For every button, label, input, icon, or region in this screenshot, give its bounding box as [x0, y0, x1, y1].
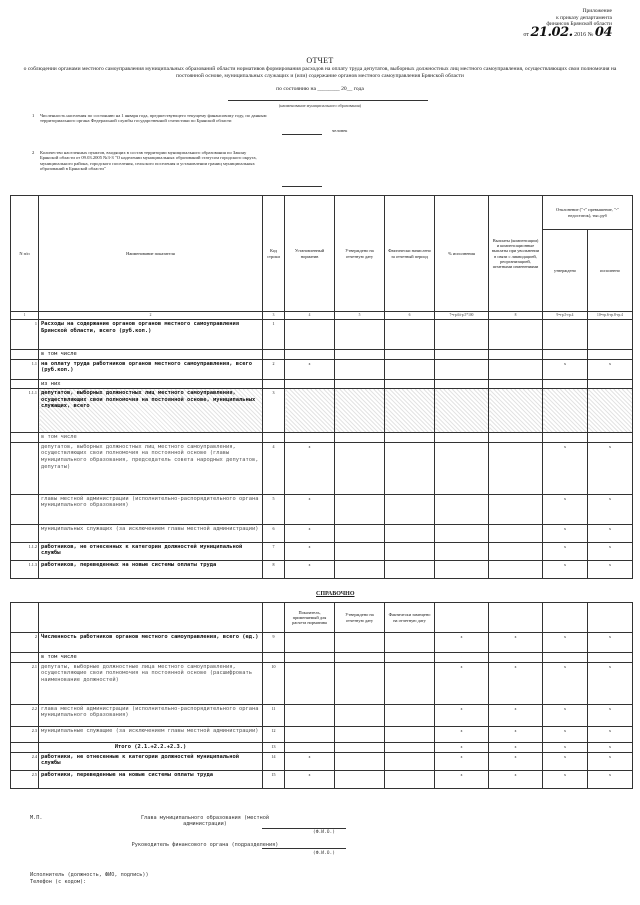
- staff-row: [11, 662, 633, 704]
- head-fio-caption: (Ф.И.О.): [312, 830, 336, 835]
- population-info: [32, 113, 270, 124]
- expenditure-row: [11, 320, 633, 350]
- colnum: 4: [285, 312, 335, 320]
- finance-signature-label: Руководитель финансового органа (подразделения): [131, 842, 279, 848]
- row-code: [263, 653, 285, 663]
- value-cell[interactable]: х: [543, 494, 588, 524]
- staff-row: [11, 726, 633, 742]
- t2-header-empty: [588, 603, 633, 633]
- header-name: Наименование показателя: [39, 196, 263, 312]
- expenditure-row: [11, 494, 633, 524]
- row-name: в том числе: [39, 433, 263, 443]
- value-cell[interactable]: [435, 560, 489, 578]
- value-cell[interactable]: [489, 442, 543, 494]
- row-number: 2.4: [11, 752, 39, 770]
- value-cell[interactable]: [489, 389, 543, 433]
- value-cell[interactable]: х: [543, 442, 588, 494]
- settlements-info: [32, 150, 265, 172]
- value-cell[interactable]: [489, 320, 543, 350]
- header-num: N п/п: [11, 196, 39, 312]
- expenditure-row: [11, 560, 633, 578]
- executor-label: Исполнитель (должность, ФИО, подпись)): [30, 872, 149, 878]
- annex-line-3: финансов Брянской области: [546, 21, 612, 28]
- value-cell[interactable]: х: [588, 494, 633, 524]
- value-cell[interactable]: [385, 742, 435, 752]
- staff-row: [11, 770, 633, 788]
- settlements-info-number: 2: [32, 150, 35, 155]
- value-cell[interactable]: [489, 433, 543, 443]
- value-cell[interactable]: х: [285, 560, 335, 578]
- value-cell[interactable]: х: [435, 662, 489, 704]
- value-cell[interactable]: [335, 442, 385, 494]
- value-cell[interactable]: [335, 494, 385, 524]
- row-code: 7: [263, 542, 285, 560]
- annex-date-handwritten: 21.02.: [530, 24, 573, 40]
- settlements-value-line[interactable]: [282, 186, 322, 187]
- row-number: 2.2: [11, 704, 39, 726]
- row-number: [11, 653, 39, 663]
- value-cell[interactable]: х: [543, 770, 588, 788]
- row-code: 1: [263, 320, 285, 350]
- settlements-info-text: Количество населенных пунктов, входящих в состав территории муниципального образования по Закону Брянской области от 09.03.2005 №3-З "О наделении муниципальных образований статусом городского округа, муниципального района, городского поселения, сельского поселения и установлении границ муниципальных образований в Брянской области": [40, 150, 257, 172]
- row-name: работники, не отнесенные к категории должностей муниципальной службы: [39, 752, 263, 770]
- value-cell[interactable]: [543, 389, 588, 433]
- t2-header-empty: [543, 603, 588, 633]
- staff-row: [11, 742, 633, 752]
- value-cell[interactable]: х: [543, 542, 588, 560]
- value-cell[interactable]: х: [588, 752, 633, 770]
- header-norm: Установленный норматив: [285, 196, 335, 312]
- value-cell[interactable]: [489, 560, 543, 578]
- value-cell[interactable]: [385, 389, 435, 433]
- value-cell[interactable]: х: [285, 524, 335, 542]
- value-cell[interactable]: х: [588, 442, 633, 494]
- value-cell[interactable]: [588, 389, 633, 433]
- value-cell[interactable]: х: [435, 752, 489, 770]
- value-cell[interactable]: [435, 494, 489, 524]
- row-code: 12: [263, 726, 285, 742]
- value-cell[interactable]: [335, 320, 385, 350]
- value-cell[interactable]: [285, 433, 335, 443]
- value-cell[interactable]: [335, 662, 385, 704]
- value-cell[interactable]: х: [285, 494, 335, 524]
- row-number: 2: [11, 633, 39, 653]
- row-code: 10: [263, 662, 285, 704]
- row-code: 13: [263, 742, 285, 752]
- row-number: [11, 379, 39, 389]
- value-cell[interactable]: [489, 524, 543, 542]
- report-period: по состоянию на ________ 20__ года: [276, 86, 364, 92]
- value-cell[interactable]: [335, 433, 385, 443]
- row-number: 2.3: [11, 726, 39, 742]
- value-cell[interactable]: х: [543, 359, 588, 379]
- row-number: 1.1.1: [11, 389, 39, 433]
- value-cell[interactable]: х: [588, 662, 633, 704]
- expenditure-table-body: [11, 320, 633, 579]
- value-cell[interactable]: [435, 350, 489, 360]
- value-cell[interactable]: [335, 350, 385, 360]
- value-cell[interactable]: [285, 350, 335, 360]
- row-name: Расходы на содержание органов органов местного самоуправления Брянской области, всего (руб.коп.): [39, 320, 263, 350]
- value-cell[interactable]: [285, 320, 335, 350]
- annex-date-prefix: от: [523, 31, 529, 38]
- value-cell[interactable]: [489, 494, 543, 524]
- value-cell[interactable]: х: [588, 704, 633, 726]
- reference-heading: СПРАВОЧНО: [316, 591, 355, 597]
- row-code: 5: [263, 494, 285, 524]
- value-cell[interactable]: х: [285, 770, 335, 788]
- row-code: 3: [263, 389, 285, 433]
- value-cell[interactable]: [385, 770, 435, 788]
- value-cell[interactable]: [335, 726, 385, 742]
- value-cell[interactable]: х: [435, 704, 489, 726]
- value-cell[interactable]: [385, 633, 435, 653]
- row-code: [263, 379, 285, 389]
- row-number: 1.1: [11, 359, 39, 379]
- row-code: 11: [263, 704, 285, 726]
- value-cell[interactable]: х: [543, 704, 588, 726]
- staff-row: [11, 752, 633, 770]
- value-cell[interactable]: [335, 542, 385, 560]
- row-code: [263, 350, 285, 360]
- value-cell[interactable]: х: [588, 359, 633, 379]
- value-cell[interactable]: х: [489, 770, 543, 788]
- population-info-text: Численность населения по состоянию на 1 января года, предшествующего текущему финансовому году, по данным территориального органа Федеральной службы государственной статистики по Брянской области: [40, 113, 267, 124]
- value-cell[interactable]: х: [489, 726, 543, 742]
- value-cell[interactable]: [285, 662, 335, 704]
- report-title: ОТЧЕТ: [306, 56, 334, 65]
- value-cell[interactable]: х: [435, 726, 489, 742]
- value-cell[interactable]: х: [435, 633, 489, 653]
- seal-placeholder: М.П.: [30, 815, 43, 821]
- value-cell[interactable]: х: [543, 633, 588, 653]
- value-cell[interactable]: х: [588, 742, 633, 752]
- value-cell[interactable]: [335, 389, 385, 433]
- value-cell[interactable]: [285, 389, 335, 433]
- header-approved: Утверждено на отчетную дату: [335, 196, 385, 312]
- value-cell[interactable]: [588, 350, 633, 360]
- row-name: Численность работников органов местного самоуправления, всего (ед.): [39, 633, 263, 653]
- value-cell[interactable]: [285, 726, 335, 742]
- t2-header-num: [11, 603, 39, 633]
- value-cell[interactable]: [435, 542, 489, 560]
- municipality-caption: (наименование муниципального образования): [278, 103, 362, 108]
- value-cell[interactable]: [588, 653, 633, 663]
- staff-row: [11, 633, 633, 653]
- value-cell[interactable]: [435, 524, 489, 542]
- value-cell[interactable]: [385, 433, 435, 443]
- row-code: [263, 433, 285, 443]
- row-name: в том числе: [39, 653, 263, 663]
- colnum: 7=гр.6/гр.5*100: [435, 312, 489, 320]
- value-cell[interactable]: [543, 653, 588, 663]
- value-cell[interactable]: [588, 379, 633, 389]
- expenditure-row: [11, 442, 633, 494]
- row-name: депутатов, выборных должностных лиц местного самоуправления, осуществляющих свои полномочия на постоянной основе (главы муниципального образования, председатель совета народных депутатов, депутаты): [39, 442, 263, 494]
- value-cell[interactable]: х: [285, 752, 335, 770]
- value-cell[interactable]: [435, 389, 489, 433]
- value-cell[interactable]: [588, 433, 633, 443]
- header-code: Код строки: [263, 196, 285, 312]
- value-cell[interactable]: х: [588, 726, 633, 742]
- row-name: муниципальные служащие (за исключением главы местной администрации): [39, 726, 263, 742]
- row-number: [11, 442, 39, 494]
- row-code: 9: [263, 633, 285, 653]
- row-code: 15: [263, 770, 285, 788]
- colnum: 3: [263, 312, 285, 320]
- colnum: 6: [385, 312, 435, 320]
- row-number: [11, 524, 39, 542]
- row-number: [11, 742, 39, 752]
- value-cell[interactable]: [435, 442, 489, 494]
- header-deviation: Отклонение ("+" превышение, "-" недостаток), тыс.руб: [543, 196, 633, 230]
- head-signature-label: Глава муниципального образования (местной администрации): [140, 815, 270, 828]
- finance-signature-line[interactable]: [262, 848, 346, 849]
- row-name: глава местной администрации (исполнительно-распорядительного органа муниципального образования): [39, 704, 263, 726]
- value-cell[interactable]: х: [543, 662, 588, 704]
- value-cell[interactable]: [435, 359, 489, 379]
- value-cell[interactable]: х: [543, 726, 588, 742]
- expenditure-row: [11, 379, 633, 389]
- value-cell[interactable]: [435, 433, 489, 443]
- header-actual: Фактически начислено за отчетный период: [385, 196, 435, 312]
- value-cell[interactable]: [543, 320, 588, 350]
- colnum: 9=гр.5-гр.4: [543, 312, 588, 320]
- value-cell[interactable]: [385, 442, 435, 494]
- t2-header-empty: [489, 603, 543, 633]
- value-cell[interactable]: х: [588, 633, 633, 653]
- t2-header-code: [263, 603, 285, 633]
- column-numbers-row: [11, 312, 633, 320]
- value-cell[interactable]: [385, 379, 435, 389]
- header-dev-approved: утверждено: [543, 230, 588, 312]
- value-cell[interactable]: [435, 653, 489, 663]
- value-cell[interactable]: х: [543, 524, 588, 542]
- expenditure-table: [10, 195, 633, 579]
- value-cell[interactable]: [385, 560, 435, 578]
- value-cell[interactable]: [335, 742, 385, 752]
- expenditure-row: [11, 524, 633, 542]
- population-value-line[interactable]: [282, 134, 322, 135]
- value-cell[interactable]: х: [285, 442, 335, 494]
- expenditure-row: [11, 433, 633, 443]
- value-cell[interactable]: х: [489, 742, 543, 752]
- value-cell[interactable]: [385, 494, 435, 524]
- t2-header-name: [39, 603, 263, 633]
- expenditure-row: [11, 542, 633, 560]
- value-cell[interactable]: х: [588, 770, 633, 788]
- value-cell[interactable]: [385, 359, 435, 379]
- row-name: работники, переведенные на новые системы оплаты труда: [39, 770, 263, 788]
- municipality-name-line[interactable]: [228, 100, 428, 101]
- value-cell[interactable]: х: [435, 770, 489, 788]
- annex-line-1: Приложение: [582, 8, 612, 14]
- value-cell[interactable]: [335, 359, 385, 379]
- row-name: работников, не отнесенных к категории должностей муниципальной службы: [39, 542, 263, 560]
- value-cell[interactable]: [489, 350, 543, 360]
- value-cell[interactable]: [385, 653, 435, 663]
- value-cell[interactable]: [335, 560, 385, 578]
- colnum: 1: [11, 312, 39, 320]
- value-cell[interactable]: [489, 359, 543, 379]
- value-cell[interactable]: [335, 633, 385, 653]
- value-cell[interactable]: [335, 379, 385, 389]
- colnum: 2: [39, 312, 263, 320]
- row-number: 2.1: [11, 662, 39, 704]
- population-unit: человек: [332, 128, 348, 133]
- annex-block: [462, 8, 612, 38]
- value-cell[interactable]: [435, 379, 489, 389]
- row-number: [11, 350, 39, 360]
- row-number: 1.1.3: [11, 560, 39, 578]
- value-cell[interactable]: [543, 433, 588, 443]
- row-code: 6: [263, 524, 285, 542]
- row-name: на оплату труда работников органов местного самоуправления, всего (руб.коп.): [39, 359, 263, 379]
- value-cell[interactable]: [335, 752, 385, 770]
- value-cell[interactable]: [335, 770, 385, 788]
- value-cell[interactable]: х: [543, 742, 588, 752]
- value-cell[interactable]: [385, 524, 435, 542]
- expenditure-row: [11, 389, 633, 433]
- row-code: 8: [263, 560, 285, 578]
- row-number: [11, 433, 39, 443]
- value-cell[interactable]: [335, 704, 385, 726]
- value-cell[interactable]: х: [489, 633, 543, 653]
- finance-fio-caption: (Ф.И.О.): [312, 851, 336, 856]
- row-name: депутатов, выборных должностных лиц местного самоуправления, осуществляющих свои полномочия на постоянной основе, муниципальных служащих, всего: [39, 389, 263, 433]
- row-code: 4: [263, 442, 285, 494]
- value-cell[interactable]: [385, 320, 435, 350]
- report-subtitle: о соблюдении органами местного самоуправления муниципальных образований области нормативов формирования расходов на оплату труда депутатов, выборных должностных лиц местного самоуправления, осуществляющих свои полномочия на постоянной основе, муниципальных служащих и (или) содержание органов местного самоуправления Брянской области: [23, 66, 617, 79]
- phone-label: Телефон (с кодом):: [30, 879, 87, 885]
- value-cell[interactable]: [435, 320, 489, 350]
- value-cell[interactable]: [385, 704, 435, 726]
- value-cell[interactable]: [543, 350, 588, 360]
- value-cell[interactable]: [385, 752, 435, 770]
- value-cell[interactable]: [285, 379, 335, 389]
- value-cell[interactable]: [543, 379, 588, 389]
- value-cell[interactable]: [285, 704, 335, 726]
- colnum: 5: [335, 312, 385, 320]
- row-code: 14: [263, 752, 285, 770]
- staff-row: [11, 704, 633, 726]
- value-cell[interactable]: х: [285, 542, 335, 560]
- staff-count-table: [10, 602, 633, 789]
- value-cell[interactable]: [385, 726, 435, 742]
- t2-header-norm: Показатель, применяемый для расчета норматива: [285, 603, 335, 633]
- t2-header-actual: Фактически замещено на отчетную дату: [385, 603, 435, 633]
- colnum: 8: [489, 312, 543, 320]
- value-cell[interactable]: [489, 379, 543, 389]
- row-number: 1.1.2: [11, 542, 39, 560]
- annex-year: 2016 №: [574, 31, 594, 38]
- value-cell[interactable]: [285, 633, 335, 653]
- header-payments: Выплаты (компенсации) и компенсационные выплаты при увольнении в связи с ликвидацией, реорганизацией, штатными изменениями: [489, 196, 543, 312]
- value-cell[interactable]: х: [489, 752, 543, 770]
- colnum: 10=гр.6-гр.8-гр.4: [588, 312, 633, 320]
- row-name: в том числе: [39, 350, 263, 360]
- value-cell[interactable]: х: [435, 742, 489, 752]
- expenditure-row: [11, 350, 633, 360]
- value-cell[interactable]: [385, 662, 435, 704]
- row-name: депутаты, выборные должностные лица местного самоуправления, осуществляющие свои полномочия на постоянной основе (расшифровать наименование должностей): [39, 662, 263, 704]
- value-cell[interactable]: х: [543, 560, 588, 578]
- expenditure-row: [11, 359, 633, 379]
- head-signature-line[interactable]: [262, 828, 346, 829]
- population-info-number: 1: [32, 113, 35, 118]
- value-cell[interactable]: [489, 542, 543, 560]
- row-name: главы местной администрации (исполнительно-распорядительного органа муниципального образования): [39, 494, 263, 524]
- value-cell[interactable]: х: [489, 662, 543, 704]
- value-cell[interactable]: х: [285, 359, 335, 379]
- value-cell[interactable]: [285, 742, 335, 752]
- row-number: 1: [11, 320, 39, 350]
- t2-header-approved: Утверждено на отчетную дату: [335, 603, 385, 633]
- row-code: 2: [263, 359, 285, 379]
- header-percent: % исполнения: [435, 196, 489, 312]
- value-cell[interactable]: [588, 320, 633, 350]
- value-cell[interactable]: х: [588, 542, 633, 560]
- row-number: 2.5: [11, 770, 39, 788]
- header-dev-exec: исполнено: [588, 230, 633, 312]
- value-cell[interactable]: [335, 524, 385, 542]
- annex-number-handwritten: 04: [594, 24, 612, 40]
- value-cell[interactable]: х: [543, 752, 588, 770]
- row-name: работников, переведенных на новые системы оплаты труда: [39, 560, 263, 578]
- row-name: из них: [39, 379, 263, 389]
- staff-count-table-body: [11, 633, 633, 789]
- row-name: муниципальных служащих (за исключением главы местной администрации): [39, 524, 263, 542]
- value-cell[interactable]: [385, 542, 435, 560]
- t2-header-empty: [435, 603, 489, 633]
- row-number: [11, 494, 39, 524]
- value-cell[interactable]: х: [588, 560, 633, 578]
- value-cell[interactable]: [285, 653, 335, 663]
- staff-row: [11, 653, 633, 663]
- value-cell[interactable]: х: [489, 704, 543, 726]
- value-cell[interactable]: х: [588, 524, 633, 542]
- row-name: Итого (2.1.+2.2.+2.3.): [39, 742, 263, 752]
- value-cell[interactable]: [385, 350, 435, 360]
- annex-line-2: к приказу департамента: [556, 14, 612, 21]
- value-cell[interactable]: [335, 653, 385, 663]
- value-cell[interactable]: [489, 653, 543, 663]
